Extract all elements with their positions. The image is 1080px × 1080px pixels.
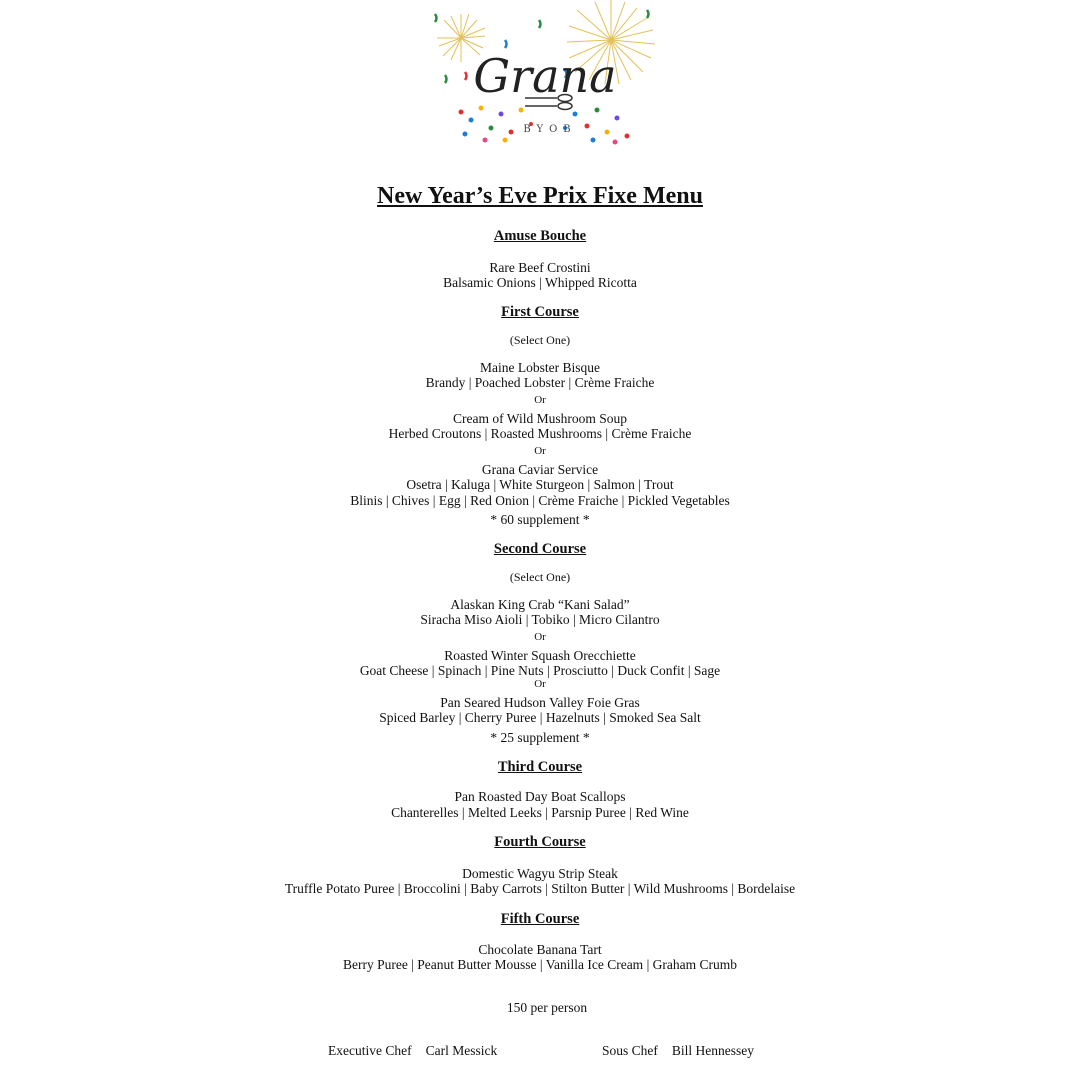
sous-chef-role: Sous Chef: [602, 1043, 658, 1058]
fifth-dish: Chocolate Banana Tart: [478, 942, 602, 957]
sous-chef-name: Bill Hennessey: [671, 1043, 755, 1058]
first-select: (Select One): [509, 333, 571, 347]
first-dish-3: Grana Caviar Service: [481, 462, 599, 477]
executive-chef: [328, 1043, 497, 1059]
second-dish-1: Alaskan King Crab “Kani Salad”: [450, 597, 630, 612]
sous-chef: [602, 1043, 754, 1059]
menu-title: New Year’s Eve Prix Fixe Menu: [377, 183, 703, 209]
second-desc-2: Goat Cheese | Spinach | Pine Nuts | Prosciutto | Duck Confit | Sage: [359, 663, 721, 678]
second-desc-3: Spiced Barley | Cherry Puree | Hazelnuts | Smoked Sea Salt: [379, 710, 701, 725]
amuse-heading: Amuse Bouche: [493, 228, 587, 244]
second-dish-3: Pan Seared Hudson Valley Foie Gras: [440, 695, 640, 710]
grana-logo: [425, 0, 665, 150]
first-supplement: * 60 supplement *: [490, 512, 590, 527]
logo-byob: BYOB: [523, 124, 577, 135]
first-dish-1: Maine Lobster Bisque: [480, 360, 600, 375]
fourth-dish: Domestic Wagyu Strip Steak: [462, 866, 618, 881]
third-heading: Third Course: [497, 759, 583, 775]
fireworks-logo-graphic: [425, 0, 665, 150]
fourth-heading: Fourth Course: [494, 834, 586, 850]
second-or-1: Or: [534, 631, 546, 643]
first-dish-2: Cream of Wild Mushroom Soup: [453, 411, 627, 426]
exec-chef-name: Carl Messick: [425, 1043, 498, 1058]
first-desc-1: Brandy | Poached Lobster | Crème Fraiche: [425, 375, 655, 390]
first-desc-3: Osetra | Kaluga | White Sturgeon | Salmon | Trout: [406, 477, 674, 492]
second-dish-2: Roasted Winter Squash Orecchiette: [444, 648, 636, 663]
first-or-1: Or: [534, 394, 546, 406]
second-supplement: * 25 supplement *: [490, 730, 590, 745]
amuse-desc: Balsamic Onions | Whipped Ricotta: [443, 275, 637, 290]
amuse-dish: Rare Beef Crostini: [489, 260, 591, 275]
fifth-desc: Berry Puree | Peanut Butter Mousse | Vanilla Ice Cream | Graham Crumb: [342, 957, 737, 972]
fifth-heading: Fifth Course: [500, 911, 580, 927]
first-desc-3b: Blinis | Chives | Egg | Red Onion | Crème Fraiche | Pickled Vegetables: [350, 493, 730, 508]
exec-chef-role: Executive Chef: [328, 1043, 412, 1058]
fourth-desc: Truffle Potato Puree | Broccolini | Baby Carrots | Stilton Butter | Wild Mushrooms | Bordelaise: [284, 881, 796, 896]
first-heading: First Course: [501, 304, 579, 320]
logo-wordmark: Grana: [473, 49, 617, 103]
price: 150 per person: [506, 1000, 588, 1015]
second-desc-1: Siracha Miso Aioli | Tobiko | Micro Cilantro: [420, 612, 660, 627]
second-select: (Select One): [509, 570, 571, 584]
third-desc: Chanterelles | Melted Leeks | Parsnip Puree | Red Wine: [391, 805, 689, 820]
first-or-2: Or: [534, 445, 546, 457]
third-dish: Pan Roasted Day Boat Scallops: [454, 789, 626, 804]
first-desc-2: Herbed Croutons | Roasted Mushrooms | Crème Fraiche: [388, 426, 692, 441]
second-heading: Second Course: [493, 541, 587, 557]
second-or-2: Or: [534, 678, 546, 690]
